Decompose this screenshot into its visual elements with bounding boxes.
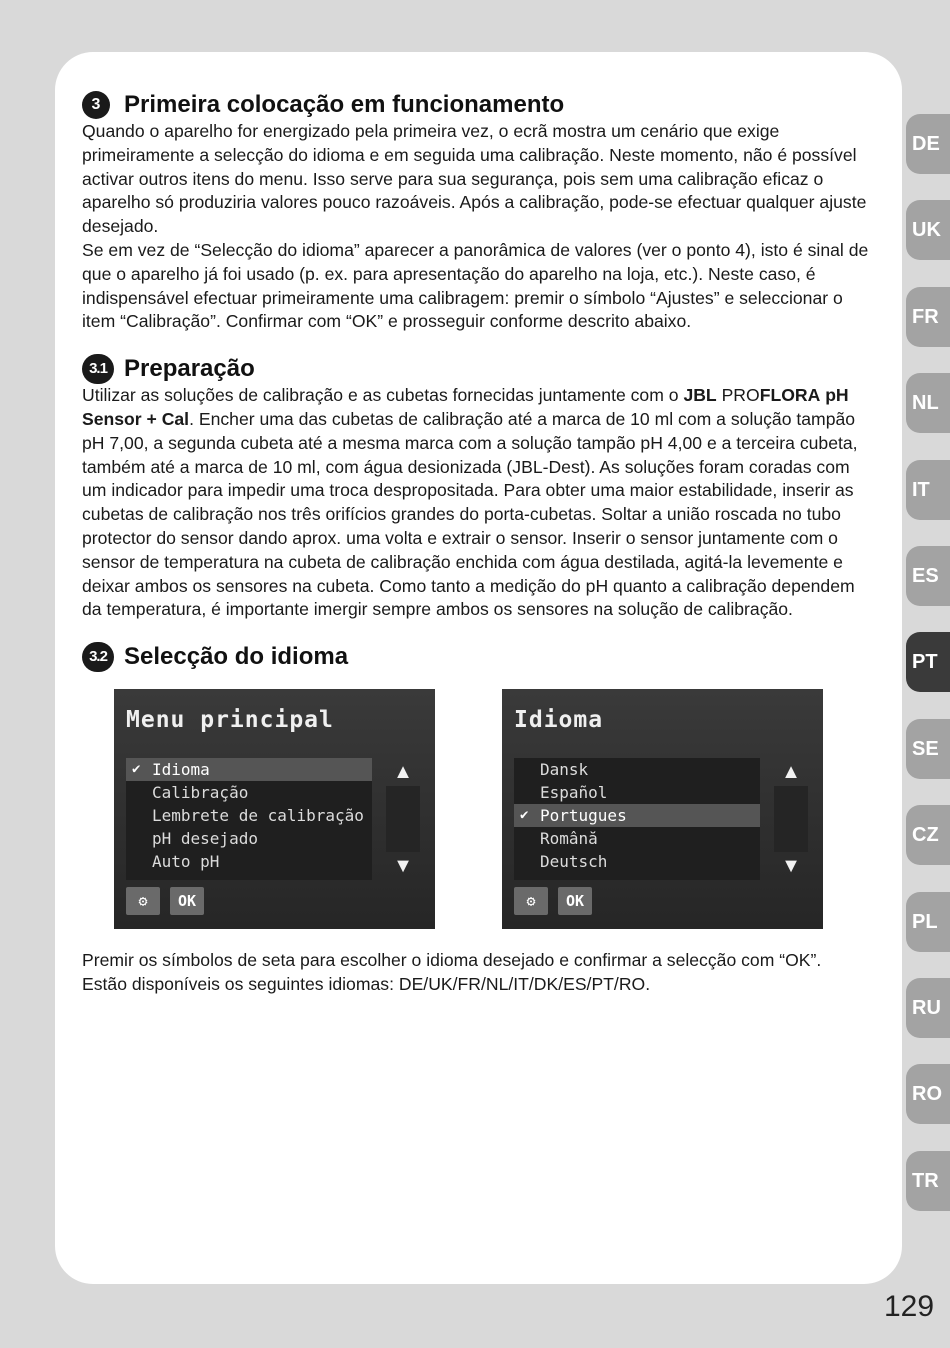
list-item[interactable]: Español xyxy=(540,783,608,803)
brand-jbl: JBL xyxy=(683,385,717,406)
intro-text: Utilizar as soluções de calibração e as cubetas fornecidas juntamente com o xyxy=(82,385,684,406)
tab-fr[interactable]: FR xyxy=(906,287,950,347)
section-3-title: Primeira colocação em funcionamento xyxy=(124,91,565,118)
list-item[interactable]: Deutsch xyxy=(540,852,608,872)
section-3-paragraph-2: Se em vez de “Selecção do idioma” aparecer a panorâmica de valores (ver o ponto 4), isto é sinal de que o aparelho já foi usado (p. ex. para apresentação do aparelho na loja, etc.). Neste caso, é indispensável efectuar primeiramente uma calibragem: premir o símbolo “Ajustes” e seleccionar o item “Calibração”. Confirmar com “OK” e prosseguir conforme descrito abaixo. xyxy=(82,239,869,332)
screen-idioma xyxy=(502,689,823,929)
section-3-heading xyxy=(82,90,872,120)
arrow-down-icon[interactable]: ▼ xyxy=(781,854,801,877)
screen-menu-principal xyxy=(114,689,435,929)
scroll-track xyxy=(386,786,420,852)
brand-product: pH Sensor + Cal xyxy=(82,385,849,429)
arrow-down-icon[interactable]: ▼ xyxy=(393,854,413,877)
tab-pl[interactable]: PL xyxy=(906,892,950,952)
section-number-badge: 3.2 xyxy=(82,642,114,672)
brand-flora: FLORA xyxy=(759,385,821,406)
tab-nl[interactable]: NL xyxy=(906,373,950,433)
tab-se[interactable]: SE xyxy=(906,719,950,779)
instruction-line-2: Estão disponíveis os seguintes idiomas: DE/UK/FR/NL/IT/DK/ES/PT/RO. xyxy=(82,973,651,994)
list-item[interactable]: Dansk xyxy=(540,760,589,780)
settings-gear-icon[interactable]: ⚙ xyxy=(126,887,160,915)
list-item[interactable]: ✔ Portugues xyxy=(514,804,760,827)
language-list xyxy=(514,758,760,880)
menu-list xyxy=(126,758,372,880)
tab-it[interactable]: IT xyxy=(906,460,950,520)
tab-ru[interactable]: RU xyxy=(906,978,950,1038)
check-icon: ✔ xyxy=(132,761,141,778)
list-item[interactable]: Lembrete de calibração xyxy=(152,806,364,826)
content xyxy=(82,90,872,997)
body-text: . Encher uma das cubetas de calibração até a marca de 10 ml com a solução tampão pH 7,00, a segunda cubeta até a mesma marca com a solução tampão pH 4,00 e a terceira cubeta, também até a marca de 10 ml, com água desionizada (JBL-Dest). As soluções foram coradas com um indicador para impedir uma troca despropositada. Para obter uma maior estabilidade, inserir as cubetas de calibração nos três orifícios grandes do porta-cubetas. Soltar a união roscada no tubo protector do sensor dando aprox. uma volta e extrair o sensor. Inserir o sensor juntamente com o sensor de temperatura na cubeta de calibração enchida com água destilada, agitá-la levemente e deixar ambos os sensores na cubeta. Como tanto a medição do pH quanto a calibração dependem da temperatura, é importante imergir sempre ambos os sensores na solução de calibração. xyxy=(82,408,858,620)
settings-gear-icon[interactable]: ⚙ xyxy=(514,887,548,915)
arrow-up-icon[interactable]: ▲ xyxy=(393,760,413,783)
device-screens xyxy=(82,689,872,931)
check-icon: ✔ xyxy=(520,807,529,824)
tab-ro[interactable]: RO xyxy=(906,1064,950,1124)
ok-button[interactable]: OK xyxy=(558,887,592,915)
section-3-1-title: Preparação xyxy=(124,355,255,383)
list-item[interactable]: Auto pH xyxy=(152,852,220,872)
section-3 xyxy=(82,90,872,334)
section-3-1-heading xyxy=(82,354,872,384)
section-number-badge: 3.1 xyxy=(82,354,114,384)
section-3-2-text xyxy=(82,949,872,997)
tab-pt[interactable]: PT xyxy=(906,632,950,692)
list-item[interactable]: Calibração xyxy=(152,783,249,803)
section-3-2 xyxy=(82,642,872,997)
arrow-up-icon[interactable]: ▲ xyxy=(781,760,801,783)
tab-cz[interactable]: CZ xyxy=(906,805,950,865)
brand-pro: PRO xyxy=(716,385,760,406)
tab-es[interactable]: ES xyxy=(906,546,950,606)
screen-title: Idioma xyxy=(514,707,604,734)
scroll-track xyxy=(774,786,808,852)
section-3-2-title: Selecção do idioma xyxy=(124,643,349,671)
tab-uk[interactable]: UK xyxy=(906,200,950,260)
list-item[interactable]: Română xyxy=(540,829,598,849)
ok-button[interactable]: OK xyxy=(170,887,204,915)
section-3-1-paragraph xyxy=(82,384,872,622)
tab-de[interactable]: DE xyxy=(906,114,950,174)
tab-tr[interactable]: TR xyxy=(906,1151,950,1211)
instruction-line-1: Premir os símbolos de seta para escolher o idioma desejado e confirmar a selecção com “OK”. xyxy=(82,950,822,971)
section-3-1 xyxy=(82,354,872,622)
page-number: 129 xyxy=(884,1290,935,1323)
section-3-2-heading xyxy=(82,642,872,672)
section-3-paragraph-1: Quando o aparelho for energizado pela primeira vez, o ecrã mostra um cenário que exige primeiramente a selecção do idioma e em seguida uma calibração. Neste momento, não é possível activar outros itens do menu. Isso serve para sua segurança, pois sem uma calibração eficaz o aparelho só produziria valores pouco razoáveis. Após a calibração, pode-se efectuar qualquer ajuste desejado. xyxy=(82,121,867,237)
list-item[interactable]: ✔ Idioma xyxy=(126,758,372,781)
section-number-badge: 3 xyxy=(82,91,110,119)
list-item[interactable]: pH desejado xyxy=(152,829,258,849)
screen-title: Menu principal xyxy=(126,707,334,734)
